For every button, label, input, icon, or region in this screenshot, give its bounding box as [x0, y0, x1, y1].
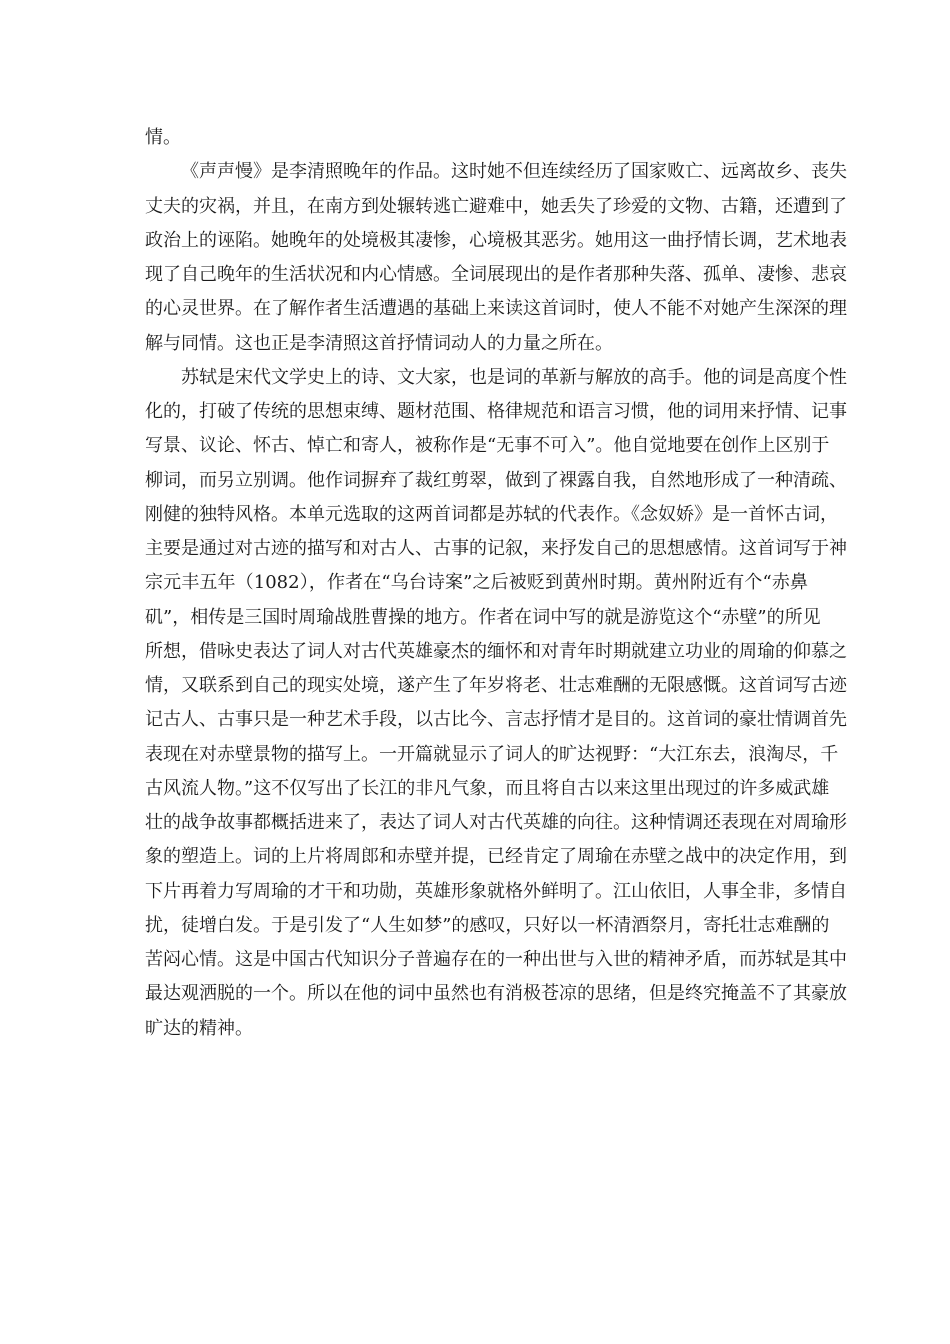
text-line: 刚健的独特风格。本单元选取的这两首词都是苏轼的代表作。《念奴娇》是一首怀古词，: [145, 503, 838, 525]
text-line: 情。: [145, 127, 181, 148]
text-line: 写景、议论、怀古、悼亡和寄人，被称作是“无事不可入”。他自觉地要在创作上区别于: [145, 435, 830, 457]
text-line: 苦闷心情。这是中国古代知识分子普遍存在的一种出世与入世的精神矛盾，而苏轼是其中: [145, 949, 847, 970]
text-line: 象的塑造上。词的上片将周郎和赤壁并提，已经肯定了周瑜在赤壁之战中的决定作用，到: [145, 846, 847, 868]
paragraph-2: [145, 155, 847, 361]
text-line: 下片再着力写周瑜的才干和功勋，英雄形象就格外鲜明了。江山依旧，人事全非，多情自: [145, 880, 847, 902]
text-line: 扰，徒增白发。于是引发了“人生如梦”的感叹，只好以一杯清酒祭月，寄托壮志难酬的: [145, 914, 830, 936]
document-body: [145, 121, 847, 1046]
paragraph-3: [145, 361, 847, 1046]
text-line: 现了自己晚年的生活状况和内心情感。全词展现出的是作者那种失落、孤单、凄惨、悲哀: [145, 264, 847, 285]
text-line: 柳词，而另立别调。他作词摒弃了裁红剪翠，做到了裸露自我，自然地形成了一种清疏、: [145, 469, 847, 491]
text-line: 所想，借咏史表达了词人对古代英雄豪杰的缅怀和对青年时期就建立功业的周瑜的仰慕之: [145, 640, 847, 662]
text-line: 矶”，相传是三国时周瑜战胜曹操的地方。作者在词中写的就是游览这个“赤壁”的所见: [145, 606, 821, 628]
text-line: 解与同情。这也正是李清照这首抒情词动人的力量之所在。: [145, 332, 613, 354]
text-line: 宗元丰五年（1082），作者在“乌台诗案”之后被贬到黄州时期。黄州附近有个“赤鼻: [145, 572, 808, 594]
text-line: 记古人、古事只是一种艺术手段，以古比今、言志抒情才是目的。这首词的豪壮情调首先: [145, 709, 847, 731]
text-line: 表现在对赤壁景物的描写上。一开篇就显示了词人的旷达视野：“大江东去，浪淘尽，千: [145, 743, 839, 765]
text-line: 最达观洒脱的一个。所以在他的词中虽然也有消极苍凉的思绪，但是终究掩盖不了其豪放: [145, 983, 847, 1005]
paragraph-1: [145, 121, 808, 155]
text-line: 丈夫的灾祸，并且，在南方到处辗转逃亡避难中，她丢失了珍爱的文物、古籍，还遭到了: [145, 195, 847, 217]
text-line: 情，又联系到自己的现实处境，遂产生了年岁将老、壮志难酬的无限感慨。这首词写古迹: [145, 675, 847, 696]
text-line: 的心灵世界。在了解作者生活遭遇的基础上来读这首词时，使人不能不对她产生深深的理: [145, 298, 847, 320]
text-line: 主要是通过对古迹的描写和对古人、古事的记叙，来抒发自己的思想感情。这首词写于神: [145, 538, 847, 559]
text-line: 化的，打破了传统的思想束缚、题材范围、格律规范和语言习惯，他的词用来抒情、记事: [145, 401, 847, 422]
text-line: 古风流人物。”这不仅写出了长江的非凡气象，而且将自古以来这里出现过的许多威武雄: [145, 777, 830, 799]
text-line: 《声声慢》是李清照晚年的作品。这时她不但连续经历了国家败亡、远离故乡、丧失: [181, 161, 847, 183]
text-line: 壮的战争故事都概括进来了，表达了词人对古代英雄的向往。这种情调还表现在对周瑜形: [145, 812, 847, 833]
text-line: 旷达的精神。: [145, 1017, 253, 1039]
text-line: 政治上的诬陷。她晚年的处境极其凄惨，心境极其恶劣。她用这一曲抒情长调，艺术地表: [145, 229, 847, 251]
text-line: 苏轼是宋代文学史上的诗、文大家，也是词的革新与解放的高手。他的词是高度个性: [181, 366, 847, 388]
